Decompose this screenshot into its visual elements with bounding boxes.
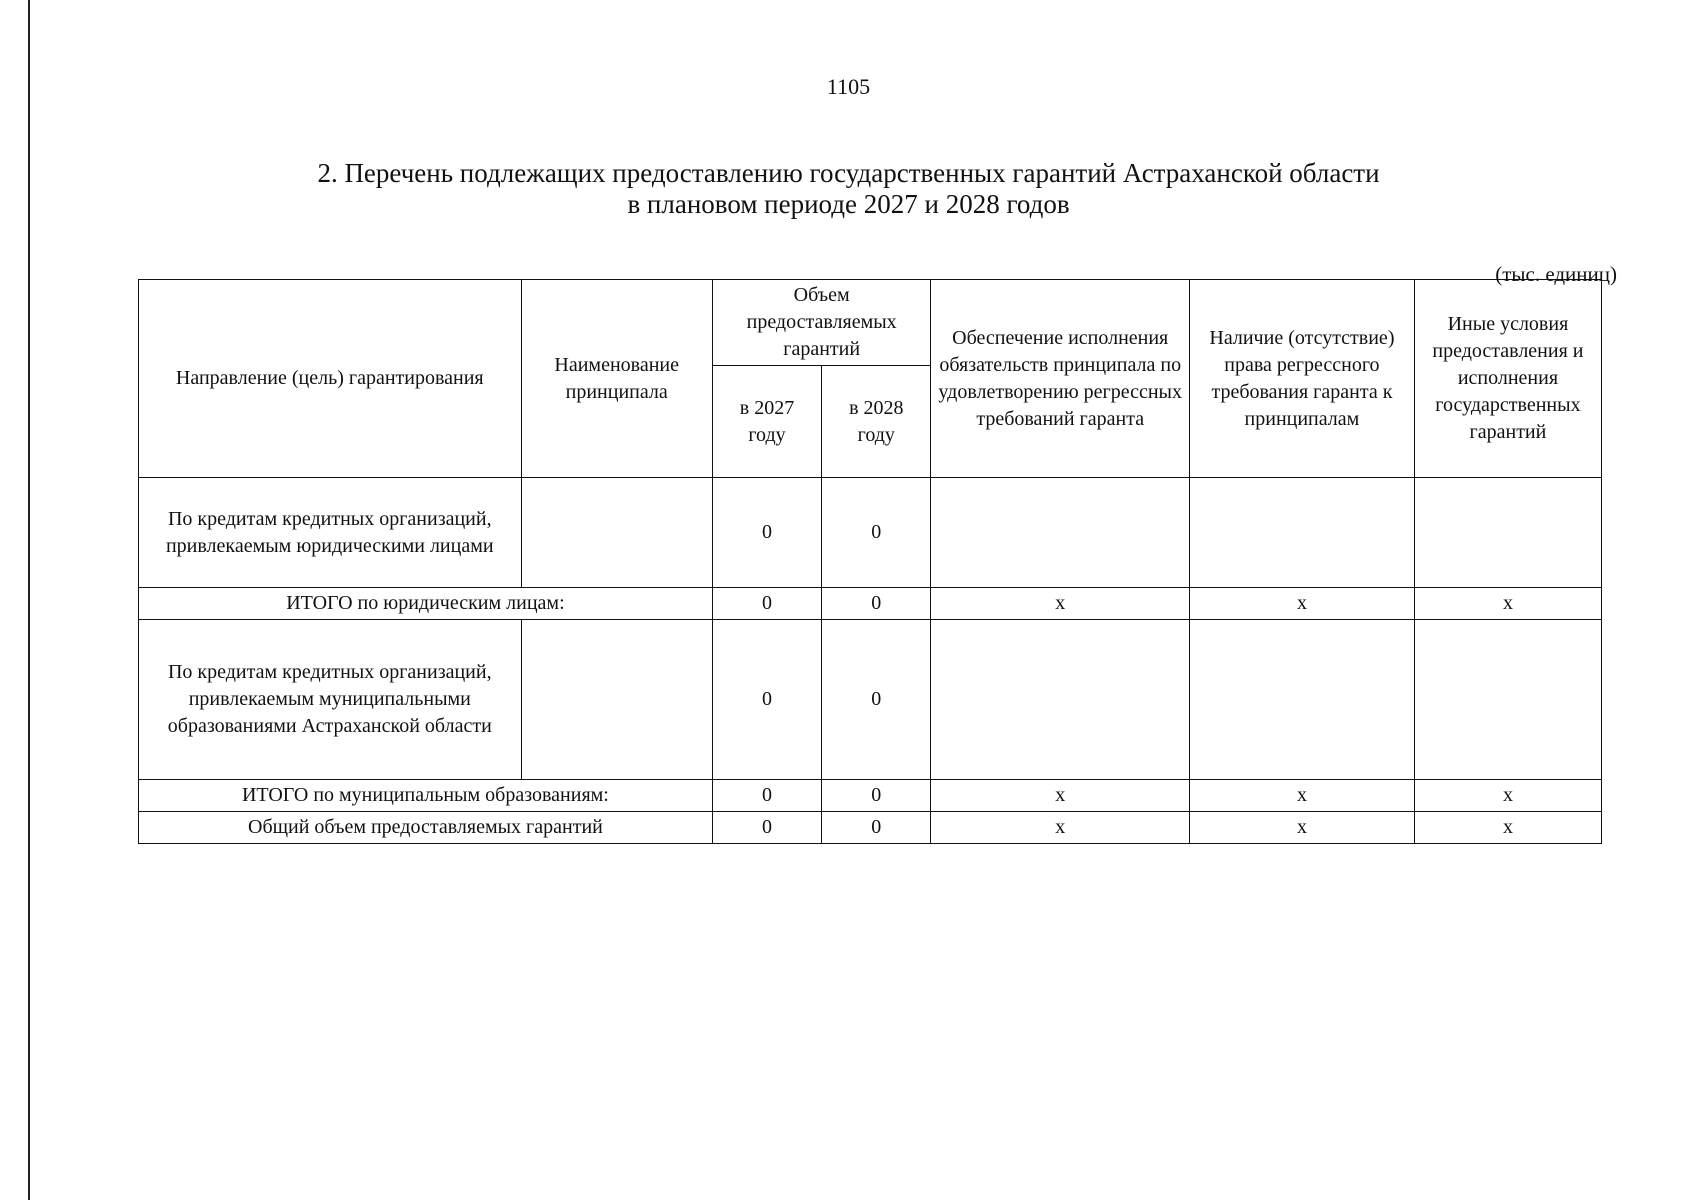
cell-regress: х <box>1189 780 1414 812</box>
cell-principal <box>521 478 712 588</box>
cell-regress: х <box>1189 588 1414 620</box>
table-row-total-municipalities <box>139 780 1602 812</box>
cell-2027: 0 <box>712 620 821 780</box>
cell-other <box>1414 478 1601 588</box>
document-title <box>0 158 1697 220</box>
cell-2028: 0 <box>822 478 931 588</box>
cell-total-label: ИТОГО по муниципальным образованиям: <box>139 780 713 812</box>
cell-total-label: ИТОГО по юридическим лицам: <box>139 588 713 620</box>
cell-2027: 0 <box>712 812 821 844</box>
cell-other: х <box>1414 588 1601 620</box>
cell-2027: 0 <box>712 588 821 620</box>
cell-security <box>931 478 1190 588</box>
table-row-total-legal-entities <box>139 588 1602 620</box>
guarantees-table <box>138 279 1602 844</box>
header-year-2028: в 2028 году <box>822 366 931 478</box>
header-security: Обеспечение исполнения обязательств принципала по удовлетворению регрессных требований гаранта <box>931 280 1190 478</box>
cell-security: х <box>931 812 1190 844</box>
table-row-municipalities <box>139 620 1602 780</box>
cell-direction: По кредитам кредитных организаций, привлекаемым муниципальными образованиями Астраханской области <box>139 620 522 780</box>
cell-2028: 0 <box>822 620 931 780</box>
cell-regress <box>1189 478 1414 588</box>
page-number: 1105 <box>826 74 871 99</box>
header-volume: Объем предоставляемых гарантий <box>712 280 931 366</box>
cell-regress: х <box>1189 812 1414 844</box>
cell-other: х <box>1414 812 1601 844</box>
table-row-grand-total <box>139 812 1602 844</box>
cell-security <box>931 620 1190 780</box>
cell-security: х <box>931 780 1190 812</box>
header-principal: Наименование принципала <box>521 280 712 478</box>
title-line-2: в плановом периоде 2027 и 2028 годов <box>627 189 1070 219</box>
units-note: (тыс. единиц) <box>1495 262 1617 286</box>
cell-other: х <box>1414 780 1601 812</box>
cell-other <box>1414 620 1601 780</box>
cell-regress <box>1189 620 1414 780</box>
cell-total-label: Общий объем предоставляемых гарантий <box>139 812 713 844</box>
cell-2027: 0 <box>712 780 821 812</box>
cell-2028: 0 <box>822 812 931 844</box>
header-other-conditions: Иные условия предоставления и исполнения государственных гарантий <box>1414 280 1601 478</box>
cell-2028: 0 <box>822 780 931 812</box>
header-direction: Направление (цель) гарантирования <box>139 280 522 478</box>
header-year-2027: в 2027 году <box>712 366 821 478</box>
header-regress: Наличие (отсутствие) права регрессного требования гаранта к принципалам <box>1189 280 1414 478</box>
cell-2028: 0 <box>822 588 931 620</box>
cell-principal <box>521 620 712 780</box>
cell-direction: По кредитам кредитных организаций, привлекаемым юридическими лицами <box>139 478 522 588</box>
cell-security: х <box>931 588 1190 620</box>
cell-2027: 0 <box>712 478 821 588</box>
table-row-legal-entities <box>139 478 1602 588</box>
title-line-1: 2. Перечень подлежащих предоставлению государственных гарантий Астраханской области <box>317 158 1380 188</box>
